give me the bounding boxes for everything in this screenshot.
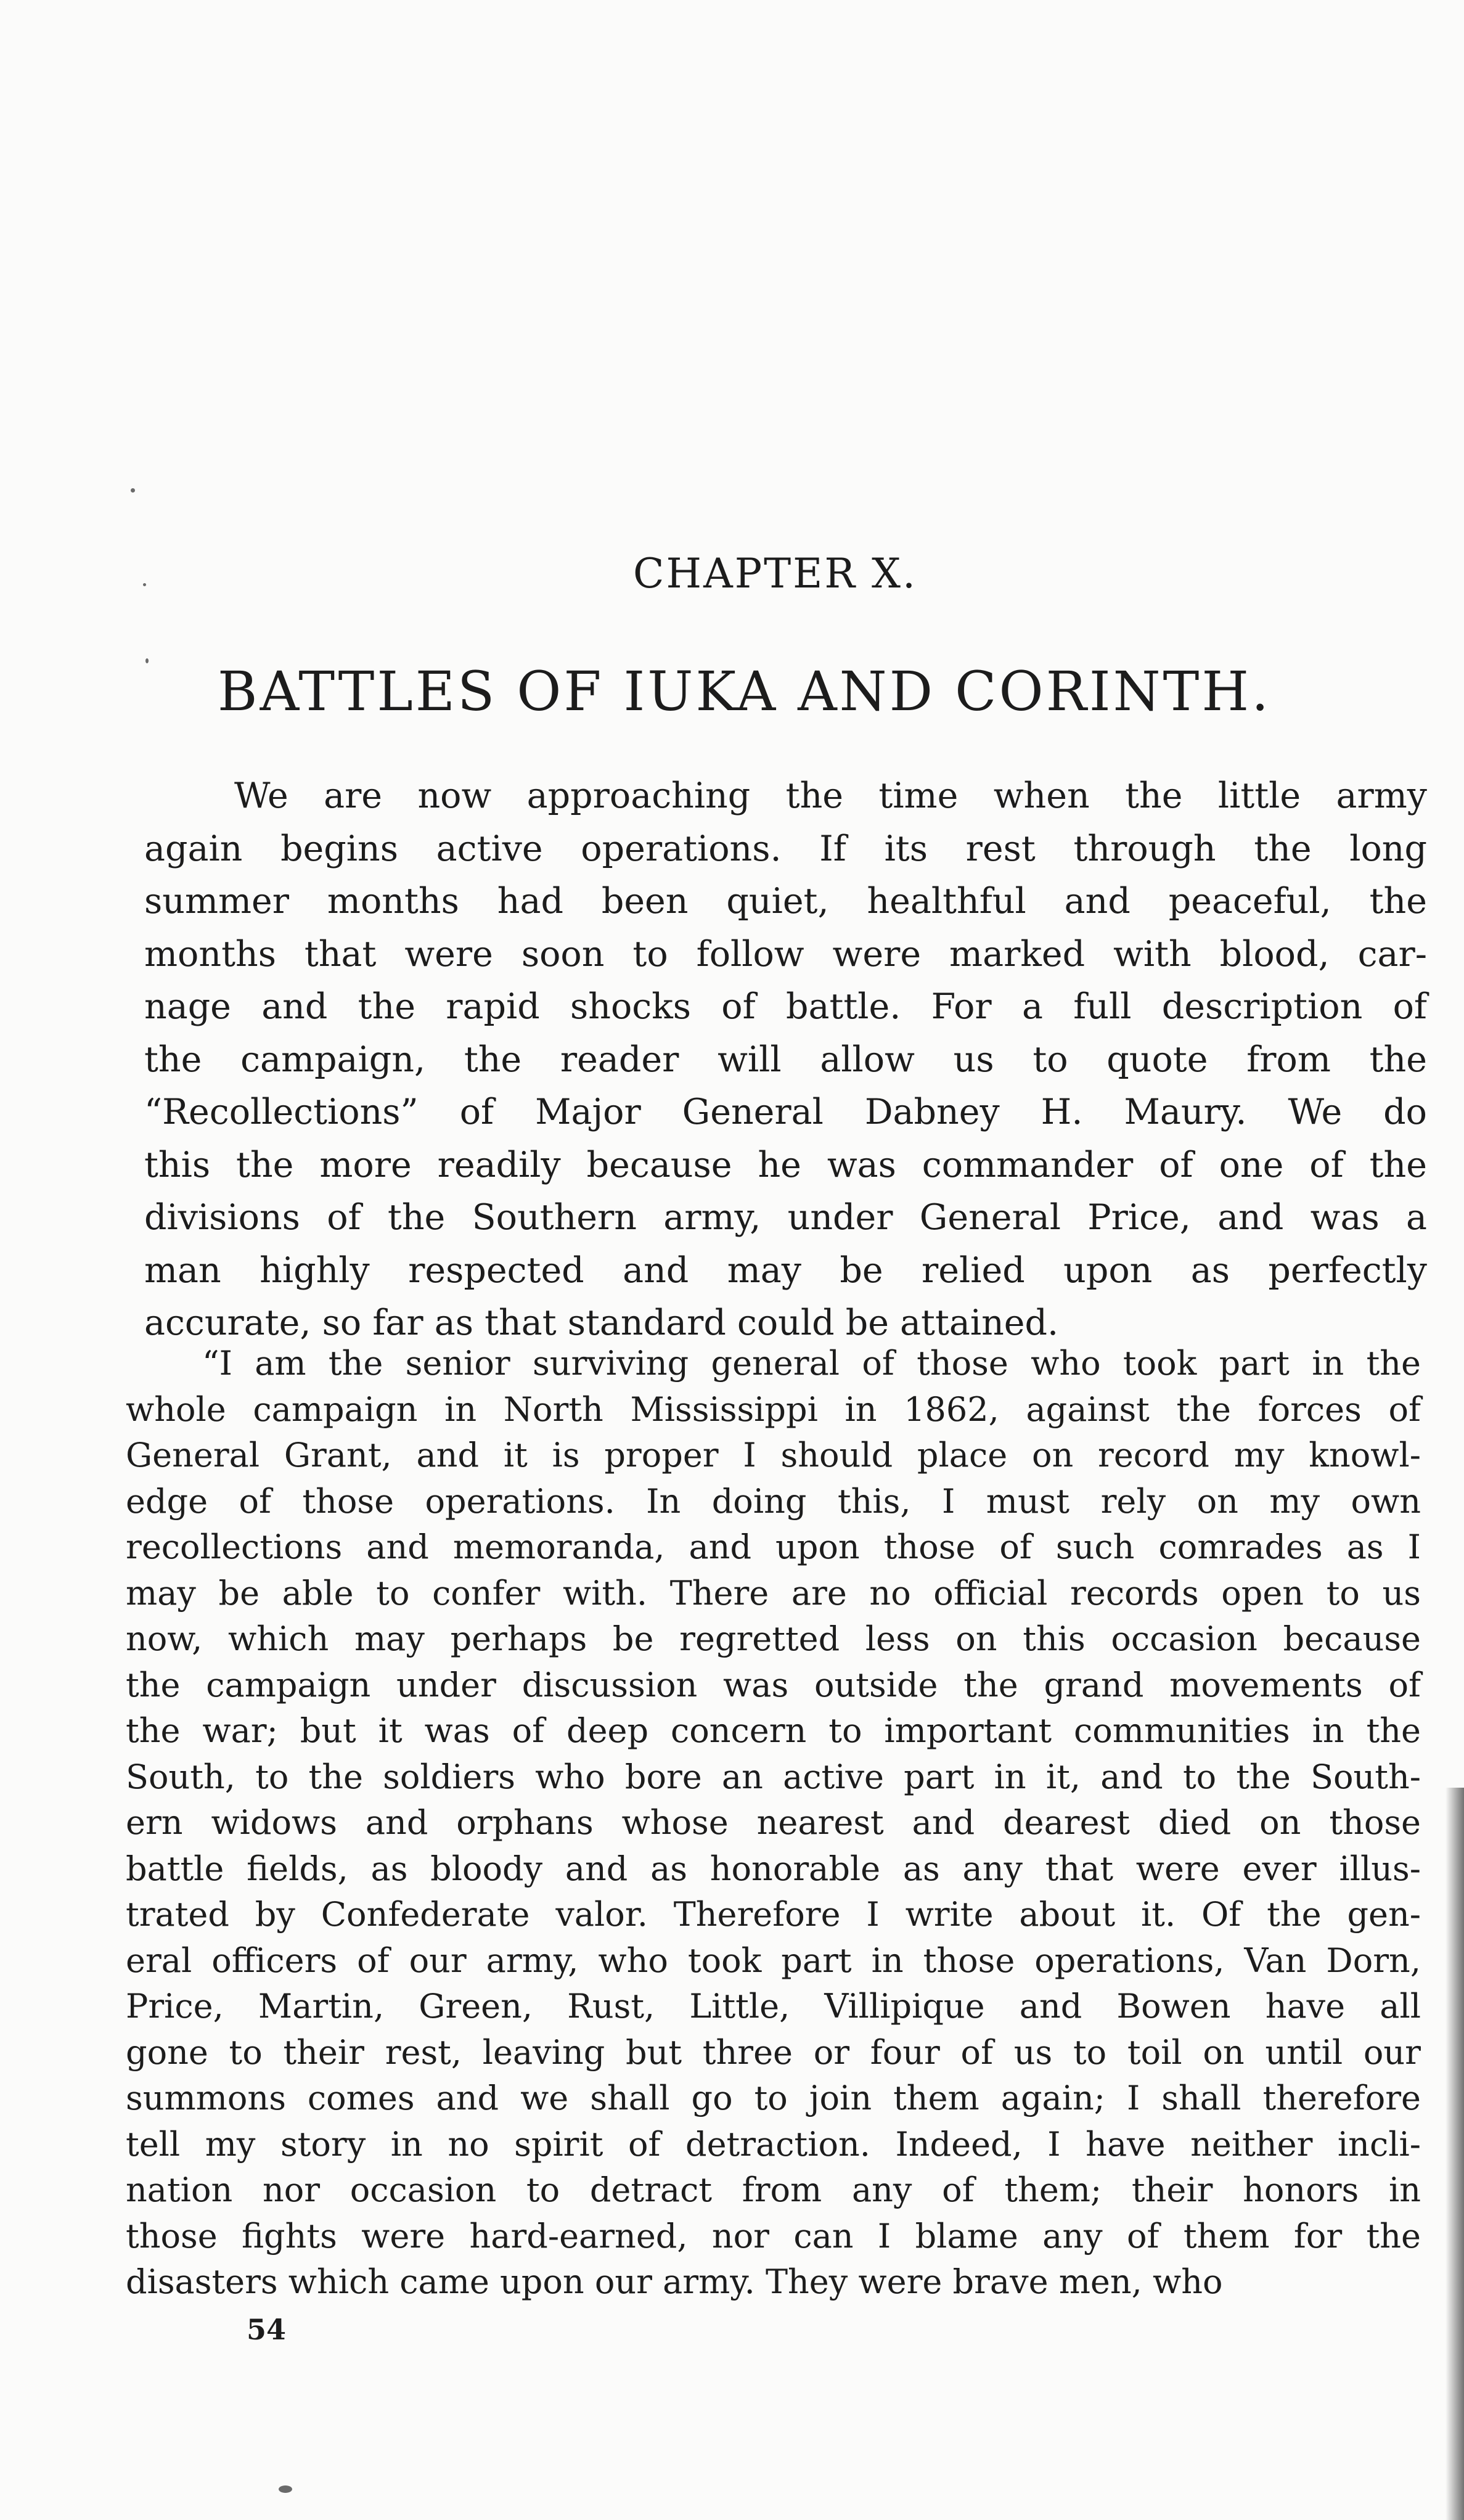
- text-line: summons comes and we shall go to join them again; I shall therefore: [126, 2079, 1421, 2117]
- ink-speck: [279, 2485, 292, 2493]
- page-edge-shadow: [1446, 1788, 1464, 2520]
- text-line: nage and the rapid shocks of battle. For a full description of: [144, 986, 1427, 1027]
- text-line: South, to the soldiers who bore an active part in it, and to the South-: [126, 1757, 1421, 1796]
- text-line: disasters which came upon our army. They were brave men, who: [126, 2262, 1223, 2301]
- text-line: General Grant, and it is proper I should place on record my knowl-: [126, 1436, 1421, 1475]
- text-line: the war; but it was of deep concern to important communities in the: [126, 1711, 1421, 1750]
- text-line: man highly respected and may be relied upon as perfectly: [144, 1250, 1427, 1291]
- text-line: whole campaign in North Mississippi in 1862, against the forces of: [126, 1389, 1421, 1429]
- text-line: now, which may perhaps be regretted less on this occasion because: [126, 1619, 1421, 1658]
- text-line: those fights were hard-earned, nor can I blame any of them for the: [126, 2216, 1421, 2256]
- text-line: eral officers of our army, who took part in those operations, Van Dorn,: [126, 1941, 1421, 1980]
- text-line: summer months had been quiet, healthful and peaceful, the: [144, 881, 1427, 922]
- text-line: “Recollections” of Major General Dabney H. Maury. We do: [144, 1092, 1427, 1132]
- text-line: edge of those operations. In doing this, I must rely on my own: [126, 1481, 1421, 1521]
- chapter-heading: CHAPTER X.: [633, 550, 917, 597]
- page-number: 54: [247, 2313, 287, 2346]
- text-line: months that were soon to follow were marked with blood, car-: [144, 933, 1427, 975]
- text-line: trated by Confederate valor. Therefore I write about it. Of the gen-: [126, 1895, 1421, 1934]
- chapter-title: BATTLES OF IUKA AND CORINTH.: [217, 660, 1272, 723]
- text-line: tell my story in no spirit of detraction. Indeed, I have neither incli-: [126, 2124, 1421, 2164]
- text-line: again begins active operations. If its rest through the long: [144, 828, 1427, 869]
- text-line: battle fields, as bloody and as honorable as any that were ever illus-: [126, 1849, 1421, 1888]
- text-line: the campaign, the reader will allow us to quote from the: [144, 1039, 1427, 1080]
- text-line: the campaign under discussion was outside the grand movements of: [126, 1665, 1421, 1704]
- text-line: gone to their rest, leaving but three or four of us to toil on until our: [126, 2032, 1421, 2072]
- text-line: We are now approaching the time when the little army: [234, 775, 1427, 816]
- text-line: Price, Martin, Green, Rust, Little, Villipique and Bowen have all: [126, 1987, 1421, 2026]
- text-line: nation nor occasion to detract from any of them; their honors in: [126, 2170, 1421, 2209]
- text-line: recollections and memoranda, and upon those of such comrades as I: [126, 1528, 1421, 1566]
- text-line: ern widows and orphans whose nearest and dearest died on those: [126, 1803, 1421, 1842]
- text-line: accurate, so far as that standard could be attained.: [144, 1303, 1059, 1343]
- ink-speck: [131, 488, 135, 493]
- text-line: divisions of the Southern army, under General Price, and was a: [144, 1197, 1427, 1238]
- text-line: “I am the senior surviving general of those who took part in the: [202, 1344, 1421, 1383]
- text-line: may be able to confer with. There are no official records open to us: [126, 1573, 1421, 1613]
- text-line: this the more readily because he was commander of one of the: [144, 1144, 1427, 1185]
